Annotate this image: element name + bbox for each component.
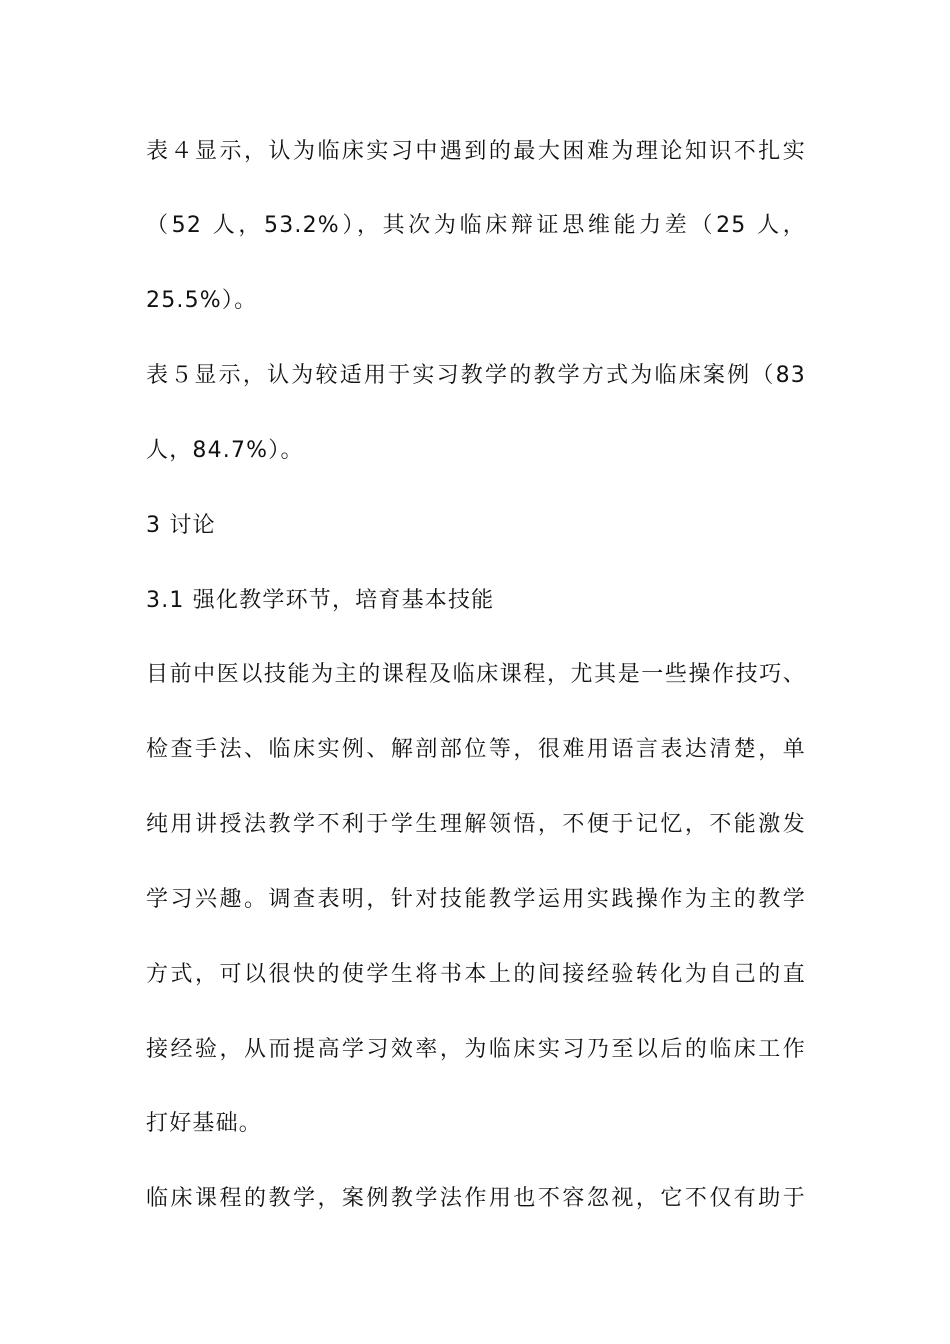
paragraph-line: 检查手法、临床实例、解剖部位等，很难用语言表达清楚，单 bbox=[146, 737, 806, 762]
paragraph-line: 表４显示，认为临床实习中遇到的最大困难为理论知识不扎实 bbox=[146, 139, 806, 164]
paragraph-line: 方式，可以很快的使学生将书本上的间接经验转化为自己的直 bbox=[146, 962, 806, 987]
paragraph-line: （52 人，53.2%），其次为临床辩证思维能力差（25 人， bbox=[146, 213, 806, 238]
paragraph-line: 打好基础。 bbox=[146, 1111, 263, 1136]
paragraph-line: 目前中医以技能为主的课程及临床课程，尤其是一些操作技巧、 bbox=[146, 662, 806, 687]
paragraph-line: 25.5%）。 bbox=[146, 288, 258, 313]
paragraph-line: 接经验，从而提高学习效率，为临床实习乃至以后的临床工作 bbox=[146, 1037, 806, 1062]
paragraph-line: 表５显示，认为较适用于实习教学的教学方式为临床案例（83 bbox=[146, 363, 806, 388]
paragraph-line: 学习兴趣。调查表明，针对技能教学运用实践操作为主的教学 bbox=[146, 887, 806, 912]
subsection-heading: 3.1 强化教学环节，培育基本技能 bbox=[146, 588, 495, 613]
paragraph-line: 纯用讲授法教学不利于学生理解领悟，不便于记忆，不能激发 bbox=[146, 812, 806, 837]
section-heading: 3 讨论 bbox=[146, 513, 216, 538]
paragraph-line: 临床课程的教学，案例教学法作用也不容忽视，它不仅有助于 bbox=[146, 1186, 806, 1211]
paragraph-line: 人，84.7%）。 bbox=[146, 438, 304, 463]
